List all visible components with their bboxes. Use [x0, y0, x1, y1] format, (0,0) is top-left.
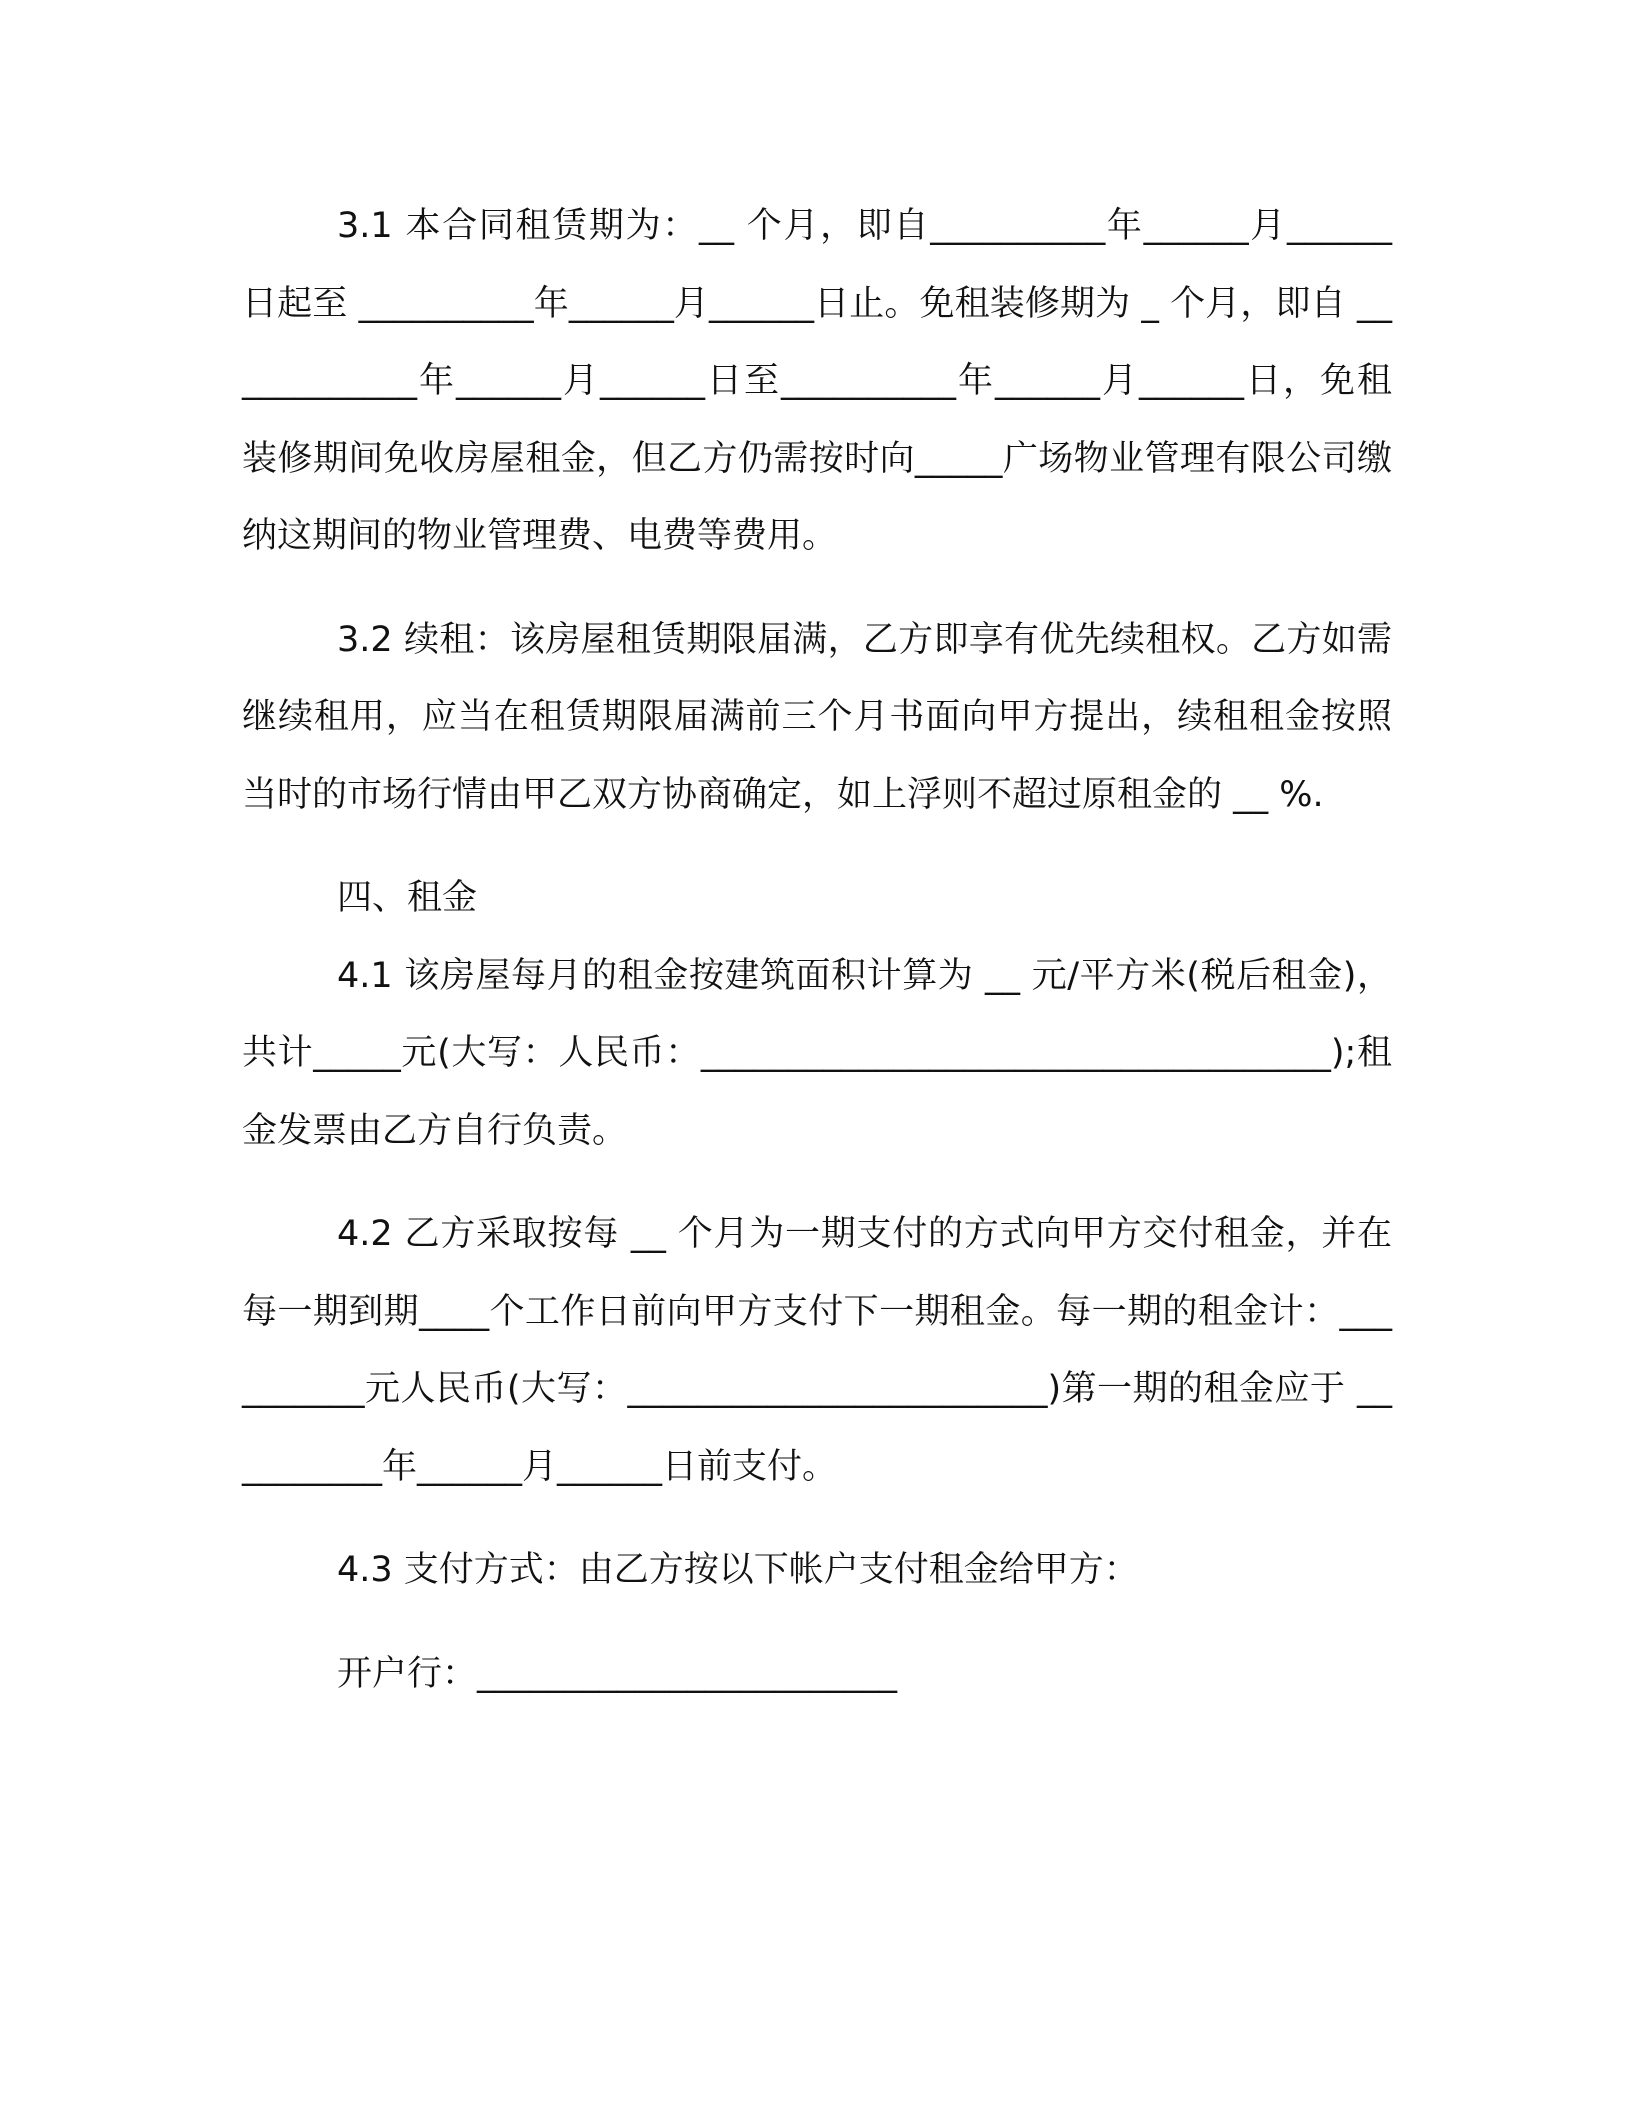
- section-heading-rent: 四、租金: [337, 878, 478, 918]
- document-body: [242, 188, 1392, 1713]
- clause-4-1-monthly-rent: 4.1 该房屋每月的租金按建筑面积计算为 __ 元/平方米(税后租金)，共计_____元(大写：人民币：____________________________________);租金发票由乙方自行负责。: [242, 955, 1392, 1151]
- clause-4-2-payment-period: 4.2 乙方采取按每 __ 个月为一期支付的方式向甲方交付租金，并在每一期到期____个工作日前向甲方支付下一期租金。每一期的租金计：__________元人民币(大写：________________________)第一期的租金应于 __________年______月______日前支付。: [242, 1214, 1392, 1487]
- bank-account-line: 开户行：________________________: [337, 1653, 898, 1694]
- clause-3-2-renewal: 3.2 续租：该房屋租赁期限届满，乙方即享有优先续租权。乙方如需继续租用，应当在租赁期限届满前三个月书面向甲方提出，续租租金按照当时的市场行情由甲乙双方协商确定，如上浮则不超过原租金的 __ %.: [242, 619, 1392, 815]
- clause-3-1-lease-term: 3.1 本合同租赁期为：__ 个月，即自__________年______月______日起至 __________年______月______日止。免租装修期为 _ 个月，即自 __ __________年______月______日至__________年______月______日，免租装修期间免收房屋租金，但乙方仍需按时向_____广场物业管理有限公司缴纳这期间的物业管理费、电费等费用。: [242, 206, 1392, 556]
- clause-4-3-payment-method: 4.3 支付方式：由乙方按以下帐户支付租金给甲方：: [337, 1550, 1139, 1590]
